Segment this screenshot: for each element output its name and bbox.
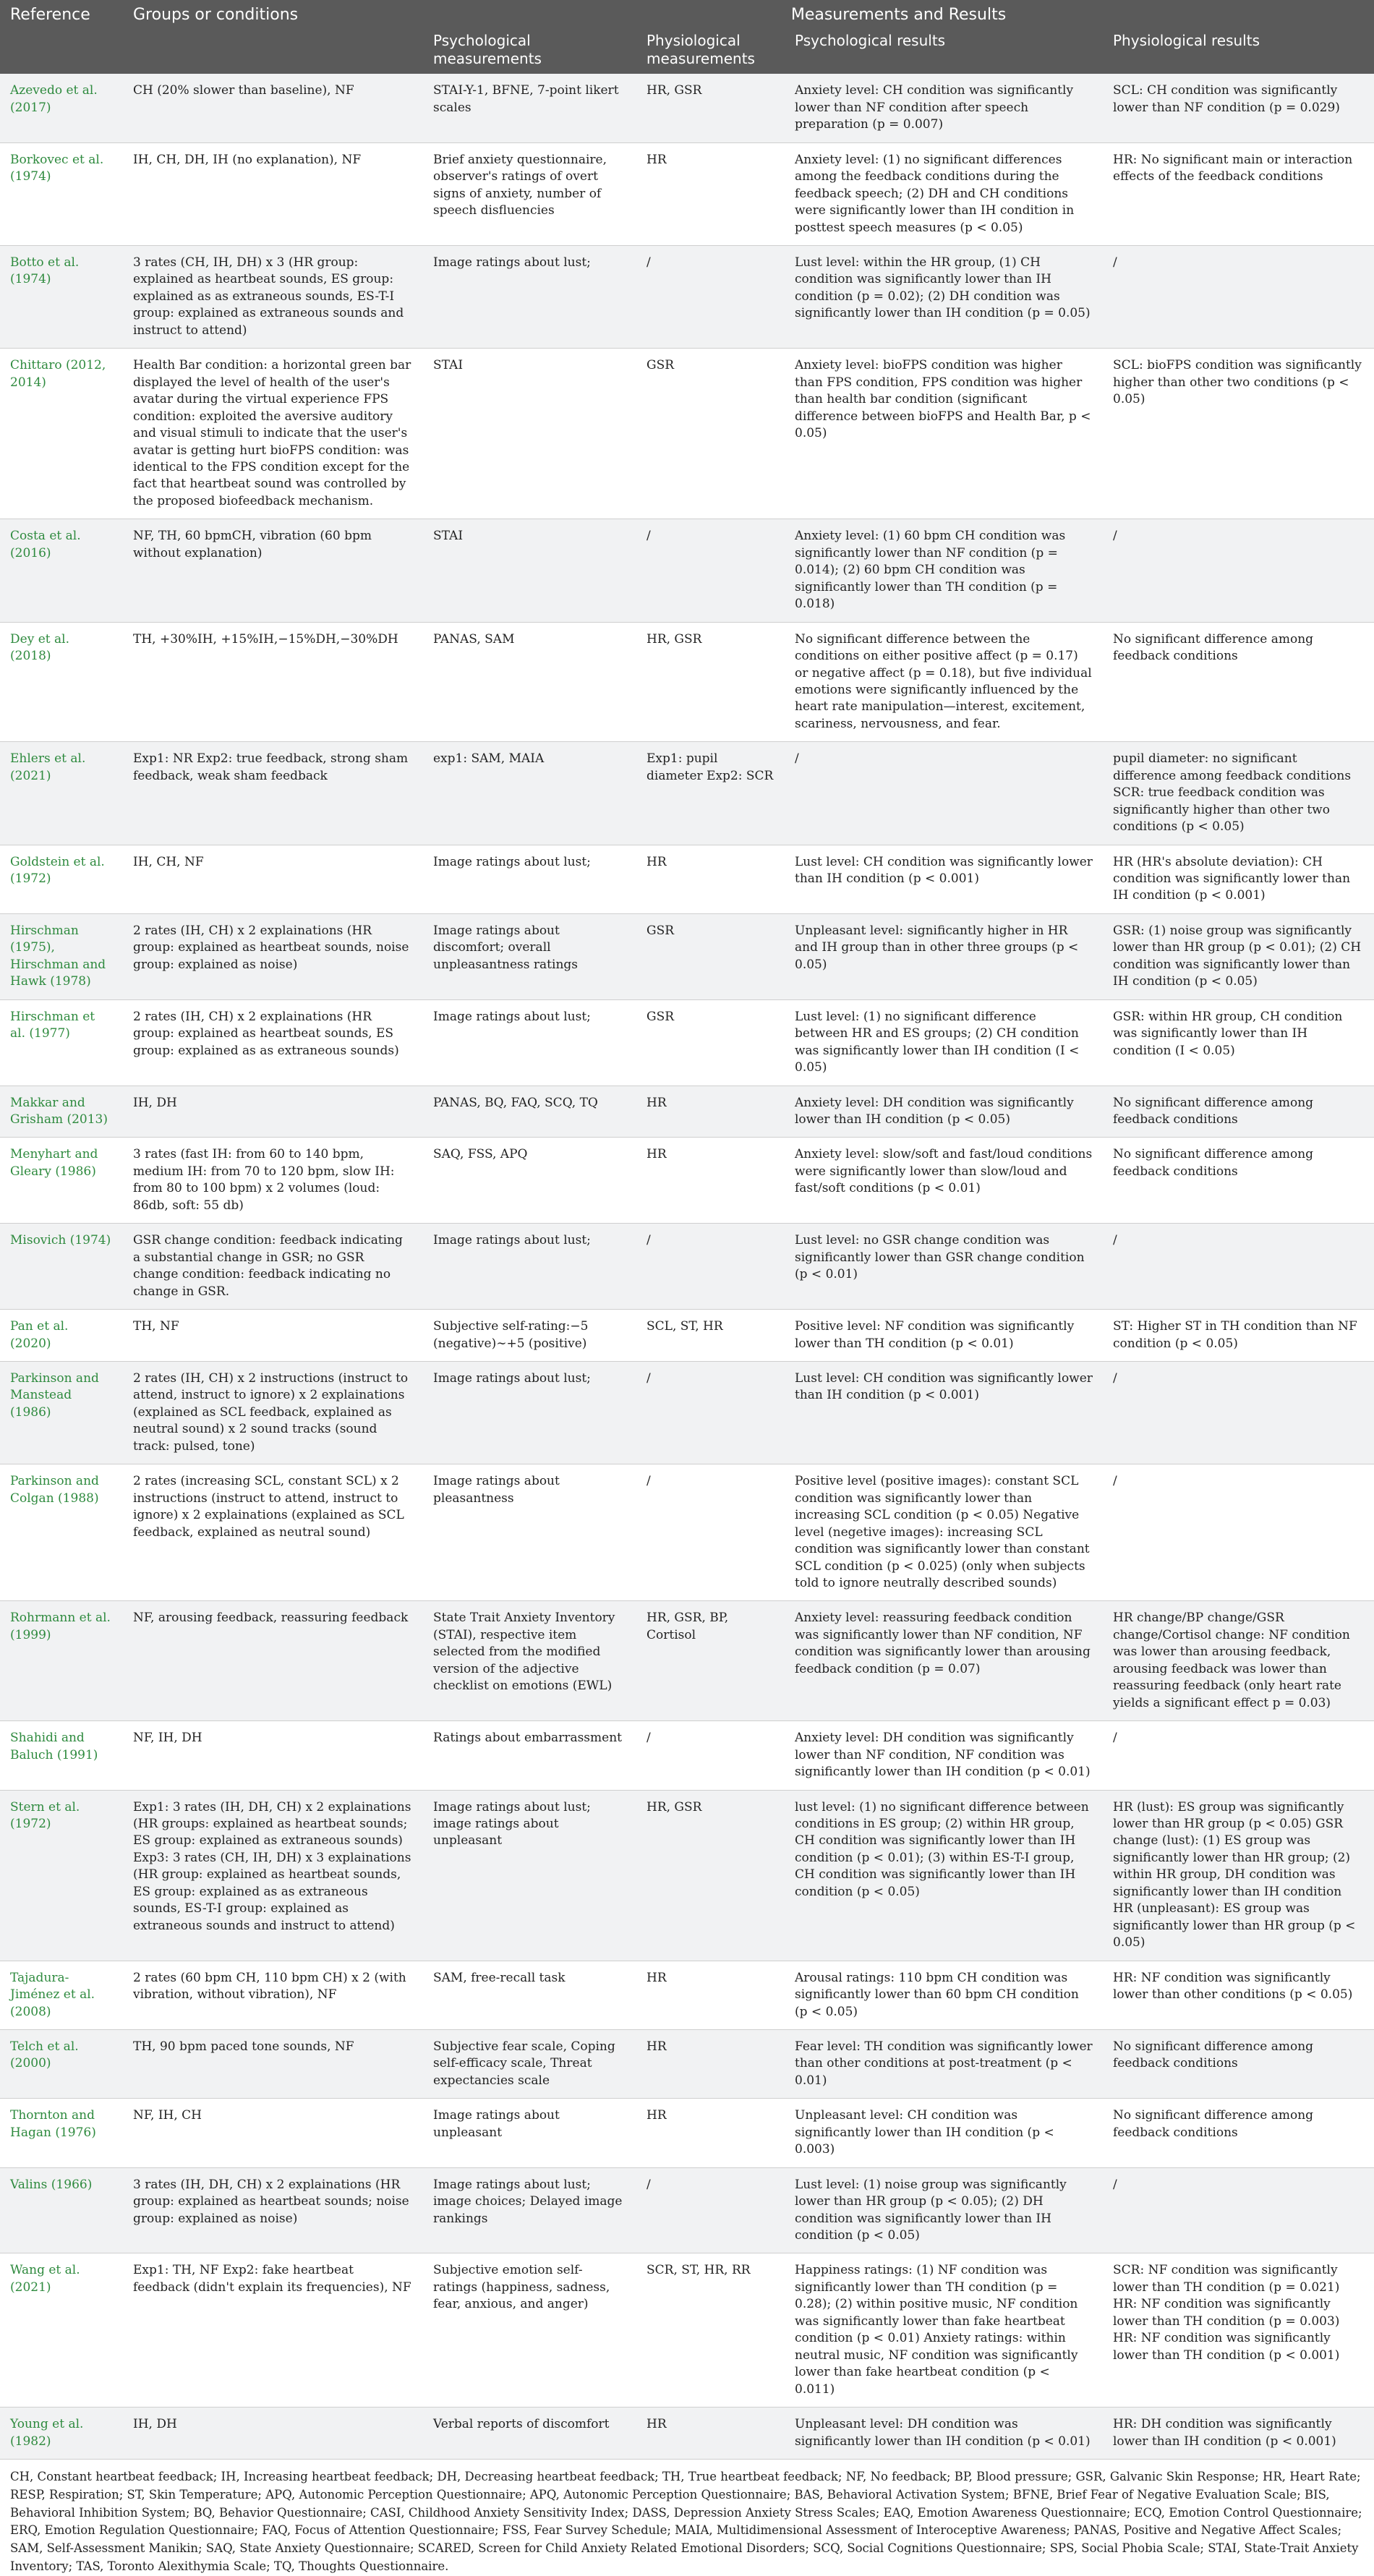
psych-measurements-cell: STAI — [423, 349, 636, 519]
reference-cell[interactable]: Hirschman (1975), Hirschman and Hawk (1978) — [0, 913, 123, 999]
groups-cell: GSR change condition: feedback indicating a substantial change in GSR; no GSR change condition: feedback indicating no change in GSR. — [123, 1224, 423, 1310]
groups-cell: Exp1: 3 rates (IH, DH, CH) x 2 explainations (HR groups: explained as heartbeat sounds; ES group: explained as extraneous sounds) Exp3: 3 rates (CH, IH, DH) x 3 explainations (HR group: explained as heartbeat sounds, ES group: explained as as extraneous sounds, ES-T-I group: explained as extraneous sounds and instruct to attend) — [123, 1790, 423, 1961]
phys-results-cell: HR change/BP change/GSR change/Cortisol change: NF condition was lower than arousing feedback, arousing feedback was lower than reassuring feedback (only heart rate yields a significant effect p = 0.03) — [1103, 1601, 1374, 1721]
table-row — [0, 1086, 1374, 1138]
table-row — [0, 2099, 1374, 2167]
reference-cell[interactable]: Thornton and Hagan (1976) — [0, 2099, 123, 2167]
reference-cell[interactable]: Dey et al. (2018) — [0, 622, 123, 742]
reference-cell[interactable]: Valins (1966) — [0, 2167, 123, 2253]
psych-measurements-cell: STAI — [423, 519, 636, 622]
groups-cell: 2 rates (60 bpm CH, 110 bpm CH) x 2 (with vibration, without vibration), NF — [123, 1961, 423, 2029]
phys-measurements-cell: HR — [636, 2407, 785, 2460]
reference-cell[interactable]: Rohrmann et al. (1999) — [0, 1601, 123, 1721]
groups-cell: Exp1: NR Exp2: true feedback, strong sham feedback, weak sham feedback — [123, 742, 423, 845]
phys-results-cell: / — [1103, 1224, 1374, 1310]
psych-measurements-cell: Image ratings about unpleasant — [423, 2099, 636, 2167]
groups-cell: 3 rates (CH, IH, DH) x 3 (HR group: explained as heartbeat sounds, ES group: explained as as extraneous sounds, ES-T-I group: explained as extraneous sounds and instruct to attend) — [123, 245, 423, 348]
psych-results-cell: Anxiety level: (1) 60 bpm CH condition was significantly lower than NF condition (p = 0.014); (2) 60 bpm CH condition was significantly lower than TH condition (p = 0.018) — [785, 519, 1103, 622]
psych-results-cell: Anxiety level: reassuring feedback condition was significantly lower than NF condition, NF condition was significantly lower than arousing feedback condition (p = 0.07) — [785, 1601, 1103, 1721]
psych-results-cell: No significant difference between the conditions on either positive affect (p = 0.17) or negative affect (p = 0.18), but five individual emotions were significantly influenced by the heart rate manipulation—interest, excitement, scariness, nervousness, and fear. — [785, 622, 1103, 742]
table-row — [0, 2407, 1374, 2460]
phys-measurements-cell: / — [636, 1362, 785, 1464]
psych-results-cell: Anxiety level: slow/soft and fast/loud conditions were significantly lower than slow/loud and fast/soft conditions (p < 0.01) — [785, 1138, 1103, 1224]
psych-measurements-cell: Ratings about embarrassment — [423, 1721, 636, 1790]
psych-measurements-cell: Verbal reports of discomfort — [423, 2407, 636, 2460]
phys-measurements-cell: GSR — [636, 999, 785, 1086]
psych-results-cell: Arousal ratings: 110 bpm CH condition was significantly lower than 60 bpm CH condition (p < 0.05) — [785, 1961, 1103, 2029]
reference-cell[interactable]: Stern et al. (1972) — [0, 1790, 123, 1961]
phys-measurements-cell: Exp1: pupil diameter Exp2: SCR — [636, 742, 785, 845]
groups-cell: 2 rates (IH, CH) x 2 explainations (HR group: explained as heartbeat sounds, ES group: explained as as extraneous sounds) — [123, 999, 423, 1086]
table-row — [0, 245, 1374, 348]
table-row — [0, 622, 1374, 742]
psych-measurements-cell: SAQ, FSS, APQ — [423, 1138, 636, 1224]
groups-cell: TH, 90 bpm paced tone sounds, NF — [123, 2029, 423, 2098]
psych-results-cell: Lust level: CH condition was significantly lower than IH condition (p < 0.001) — [785, 845, 1103, 913]
table-row — [0, 1601, 1374, 1721]
table-row — [0, 2167, 1374, 2253]
phys-measurements-cell: SCL, ST, HR — [636, 1310, 785, 1362]
groups-cell: NF, IH, DH — [123, 1721, 423, 1790]
phys-measurements-cell: / — [636, 2167, 785, 2253]
table-row — [0, 1961, 1374, 2029]
reference-cell[interactable]: Borkovec et al. (1974) — [0, 142, 123, 245]
phys-results-cell: / — [1103, 245, 1374, 348]
groups-cell: 3 rates (IH, DH, CH) x 2 explainations (HR group: explained as heartbeat sounds; noise group: explained as noise) — [123, 2167, 423, 2253]
phys-results-cell: / — [1103, 2167, 1374, 2253]
reference-cell[interactable]: Makkar and Grisham (2013) — [0, 1086, 123, 1138]
psych-measurements-cell: SAM, free-recall task — [423, 1961, 636, 2029]
phys-measurements-cell: HR — [636, 142, 785, 245]
phys-measurements-cell: HR — [636, 1086, 785, 1138]
psych-measurements-cell: State Trait Anxiety Inventory (STAI), respective item selected from the modified version of the adjective checklist on emotions (EWL) — [423, 1601, 636, 1721]
phys-measurements-cell: HR, GSR — [636, 1790, 785, 1961]
psych-results-cell: Anxiety level: bioFPS condition was higher than FPS condition, FPS condition was higher than health bar condition (significant difference between bioFPS and Health Bar, p < 0.05) — [785, 349, 1103, 519]
psych-measurements-cell: Image ratings about lust; image choices; Delayed image rankings — [423, 2167, 636, 2253]
reference-cell[interactable]: Hirschman et al. (1977) — [0, 999, 123, 1086]
groups-cell: IH, CH, DH, IH (no explanation), NF — [123, 142, 423, 245]
phys-measurements-cell: HR — [636, 845, 785, 913]
phys-measurements-cell: HR, GSR — [636, 74, 785, 142]
phys-results-cell: SCL: bioFPS condition was significantly higher than other two conditions (p < 0.05) — [1103, 349, 1374, 519]
psych-results-cell: Lust level: within the HR group, (1) CH condition was significantly lower than IH condition (p = 0.02); (2) DH condition was significantly lower than IH condition (p = 0.05) — [785, 245, 1103, 348]
phys-results-cell: No significant difference among feedback conditions — [1103, 2099, 1374, 2167]
phys-results-cell: GSR: (1) noise group was significantly lower than HR group (p < 0.01); (2) CH condition was significantly lower than IH condition (p < 0.05) — [1103, 913, 1374, 999]
reference-cell[interactable]: Young et al. (1982) — [0, 2407, 123, 2460]
phys-results-cell: No significant difference among feedback conditions — [1103, 622, 1374, 742]
footnote: CH, Constant heartbeat feedback; IH, Increasing heartbeat feedback; DH, Decreasing heartbeat feedback; TH, True heartbeat feedback; NF, No feedback; BP, Blood pressure; GSR, Galvanic Skin Response; HR, Heart Rate; RESP, Respiration; ST, Skin Temperature; APQ, Autonomic Perception Questionnaire; APQ, Autonomic Perception Questionnaire; BAS, Behavioral Activation System; BFNE, Brief Fear of Negative Evaluation Scale; BIS, Behavioral Inhibition System; BQ, Behavior Questionnaire; CASI, Childhood Anxiety Sensitivity Index; DASS, Depression Anxiety Stress Scales; EAQ, Emotion Awareness Questionnaire; ECQ, Emotion Control Questionnaire; ERQ, Emotion Regulation Questionnaire; FAQ, Focus of Attention Questionnaire; FSS, Fear Survey Schedule; MAIA, Multidimensional Assessment of Interoceptive Awareness; PANAS, Positive and Negative Affect Scales; SAM, Self-Assessment Manikin; SAQ, State Anxiety Questionnaire; SCARED, Screen for Child Anxiety Related Emotional Disorders; SCQ, Social Cognitions Questionnaire; SPS, Social Phobia Scale; STAI, State-Trait Anxiety Inventory; TAS, Toronto Alexithymia Scale; TQ, Thoughts Questionnaire. — [10, 2470, 1362, 2573]
groups-cell: 2 rates (IH, CH) x 2 explainations (HR group: explained as heartbeat sounds, noise group: explained as noise) — [123, 913, 423, 999]
psych-measurements-cell: Subjective emotion self-ratings (happiness, sadness, fear, anxious, and anger) — [423, 2253, 636, 2407]
header-psych-results: Psychological results — [785, 29, 1103, 74]
psych-results-cell: Fear level: TH condition was significantly lower than other conditions at post-treatment (p < 0.01) — [785, 2029, 1103, 2098]
table-row — [0, 1224, 1374, 1310]
reference-cell[interactable]: Wang et al. (2021) — [0, 2253, 123, 2407]
reference-cell[interactable]: Pan et al. (2020) — [0, 1310, 123, 1362]
psych-results-cell: Positive level: NF condition was significantly lower than TH condition (p < 0.01) — [785, 1310, 1103, 1362]
table-row — [0, 999, 1374, 1086]
reference-cell[interactable]: Parkinson and Colgan (1988) — [0, 1464, 123, 1601]
phys-results-cell: No significant difference among feedback conditions — [1103, 1138, 1374, 1224]
psych-results-cell: Unpleasant level: significantly higher in HR and IH group than in other three groups (p < 0.05) — [785, 913, 1103, 999]
phys-results-cell: ST: Higher ST in TH condition than NF condition (p < 0.05) — [1103, 1310, 1374, 1362]
psych-measurements-cell: Brief anxiety questionnaire, observer's ratings of overt signs of anxiety, number of speech disfluencies — [423, 142, 636, 245]
table-row — [0, 913, 1374, 999]
table-body — [0, 74, 1374, 2459]
phys-measurements-cell: HR — [636, 2029, 785, 2098]
psych-measurements-cell: Image ratings about lust; — [423, 845, 636, 913]
reference-cell[interactable]: Botto et al. (1974) — [0, 245, 123, 348]
psych-results-cell: Positive level (positive images): constant SCL condition was significantly lower than increasing SCL condition (p < 0.05) Negative level (negetive images): increasing SCL condition was significantly lower than constant SCL condition (p < 0.025) (only when subjects told to ignore neutrally described sounds) — [785, 1464, 1103, 1601]
groups-cell: NF, TH, 60 bpmCH, vibration (60 bpm without explanation) — [123, 519, 423, 622]
table-row — [0, 519, 1374, 622]
psych-measurements-cell: PANAS, BQ, FAQ, SCQ, TQ — [423, 1086, 636, 1138]
psych-results-cell: Anxiety level: CH condition was significantly lower than NF condition after speech preparation (p = 0.007) — [785, 74, 1103, 142]
table-row — [0, 74, 1374, 142]
groups-cell: 3 rates (fast IH: from 60 to 140 bpm, medium IH: from 70 to 120 bpm, slow IH: from 80 to 100 bpm) x 2 volumes (loud: 86db, soft: 55 db) — [123, 1138, 423, 1224]
reference-cell[interactable]: Chittaro (2012, 2014) — [0, 349, 123, 519]
reference-cell[interactable]: Azevedo et al. (2017) — [0, 74, 123, 142]
table-row — [0, 845, 1374, 913]
groups-cell: IH, DH — [123, 1086, 423, 1138]
phys-results-cell: / — [1103, 1362, 1374, 1464]
groups-cell: TH, NF — [123, 1310, 423, 1362]
reference-cell[interactable]: Ehlers et al. (2021) — [0, 742, 123, 845]
reference-cell[interactable]: Tajadura-Jiménez et al. (2008) — [0, 1961, 123, 2029]
groups-cell: 2 rates (IH, CH) x 2 instructions (instruct to attend, instruct to ignore) x 2 explainations (explained as SCL feedback, explained as neutral sound) x 2 sound tracks (sound track: pulsed, tone) — [123, 1362, 423, 1464]
table-row — [0, 142, 1374, 245]
table-row — [0, 1790, 1374, 1961]
psych-results-cell: Anxiety level: (1) no significant differences among the feedback conditions during the feedback speech; (2) DH and CH conditions were significantly lower than IH condition in posttest speech measures (p < 0.05) — [785, 142, 1103, 245]
phys-results-cell: No significant difference among feedback conditions — [1103, 2029, 1374, 2098]
psych-measurements-cell: PANAS, SAM — [423, 622, 636, 742]
phys-results-cell: HR (lust): ES group was significantly lower than HR group (p < 0.05) GSR change (lust): (1) ES group was significantly lower than HR group; (2) within HR group, DH condition was significantly lower than IH condition HR (unpleasant): ES group was significantly lower than HR group (p < 0.05) — [1103, 1790, 1374, 1961]
reference-cell[interactable]: Shahidi and Baluch (1991) — [0, 1721, 123, 1790]
phys-results-cell: HR: NF condition was significantly lower than other conditions (p < 0.05) — [1103, 1961, 1374, 2029]
groups-cell: NF, arousing feedback, reassuring feedback — [123, 1601, 423, 1721]
phys-results-cell: HR (HR's absolute deviation): CH condition was significantly lower than IH condition (p < 0.001) — [1103, 845, 1374, 913]
table-row — [0, 742, 1374, 845]
psych-results-cell: Lust level: CH condition was significantly lower than IH condition (p < 0.001) — [785, 1362, 1103, 1464]
psych-results-cell: Unpleasant level: DH condition was significantly lower than IH condition (p < 0.01) — [785, 2407, 1103, 2460]
psych-measurements-cell: Image ratings about lust; — [423, 999, 636, 1086]
groups-cell: NF, IH, CH — [123, 2099, 423, 2167]
phys-results-cell: No significant difference among feedback conditions — [1103, 1086, 1374, 1138]
psych-results-cell: lust level: (1) no significant difference between conditions in ES group; (2) within HR group, CH condition was significantly lower than IH condition (p < 0.01); (3) within ES-T-I group, CH condition was significantly lower than IH condition (p < 0.05) — [785, 1790, 1103, 1961]
groups-cell: TH, +30%IH, +15%IH,−15%DH,−30%DH — [123, 622, 423, 742]
psych-measurements-cell: Image ratings about lust; — [423, 1362, 636, 1464]
phys-measurements-cell: HR, GSR, BP, Cortisol — [636, 1601, 785, 1721]
psych-measurements-cell: Subjective fear scale, Coping self-efficacy scale, Threat expectancies scale — [423, 2029, 636, 2098]
reference-cell[interactable]: Parkinson and Manstead (1986) — [0, 1362, 123, 1464]
phys-measurements-cell: / — [636, 1721, 785, 1790]
header-groups: Groups or conditions — [123, 0, 423, 74]
psych-results-cell: Happiness ratings: (1) NF condition was significantly lower than TH condition (p = 0.28); (2) within positive music, NF condition was significantly lower than fake heartbeat condition (p < 0.01) Anxiety ratings: within neutral music, NF condition was significantly lower than fake heartbeat condition (p < 0.011) — [785, 2253, 1103, 2407]
groups-cell: CH (20% slower than baseline), NF — [123, 74, 423, 142]
phys-measurements-cell: / — [636, 1464, 785, 1601]
psych-measurements-cell: Image ratings about pleasantness — [423, 1464, 636, 1601]
psych-measurements-cell: Image ratings about discomfort; overall unpleasantness ratings — [423, 913, 636, 999]
reference-cell[interactable]: Goldstein et al. (1972) — [0, 845, 123, 913]
phys-measurements-cell: GSR — [636, 349, 785, 519]
phys-results-cell: SCL: CH condition was significantly lower than NF condition (p = 0.029) — [1103, 74, 1374, 142]
phys-results-cell: / — [1103, 1721, 1374, 1790]
psych-results-cell: Lust level: (1) noise group was significantly lower than HR group (p < 0.05); (2) DH condition was significantly lower than IH condition (p < 0.05) — [785, 2167, 1103, 2253]
psych-measurements-cell: Subjective self-rating:−5 (negative)∼+5 (positive) — [423, 1310, 636, 1362]
table-row — [0, 349, 1374, 519]
phys-measurements-cell: HR, GSR — [636, 622, 785, 742]
phys-results-cell: SCR: NF condition was significantly lower than TH condition (p = 0.021) HR: NF condition was significantly lower than TH condition (p = 0.003) HR: NF condition was significantly lower than TH condition (p < 0.001) — [1103, 2253, 1374, 2407]
table-row — [0, 1310, 1374, 1362]
reference-cell[interactable]: Misovich (1974) — [0, 1224, 123, 1310]
groups-cell: Health Bar condition: a horizontal green bar displayed the level of health of the user's avatar during the virtual experience FPS condition: exploited the aversive auditory and visual stimuli to indicate that the user's avatar is getting hurt bioFPS condition: was identical to the FPS condition except for the fact that heartbeat sound was controlled by the proposed biofeedback mechanism. — [123, 349, 423, 519]
table-row — [0, 2253, 1374, 2407]
table-row — [0, 1721, 1374, 1790]
phys-results-cell: HR: No significant main or interaction effects of the feedback conditions — [1103, 142, 1374, 245]
phys-measurements-cell: / — [636, 1224, 785, 1310]
table-row — [0, 1464, 1374, 1601]
psych-results-cell: Anxiety level: DH condition was significantly lower than NF condition, NF condition was significantly lower than IH condition (p < 0.01) — [785, 1721, 1103, 1790]
psych-measurements-cell: Image ratings about lust; — [423, 245, 636, 348]
header-psych-measurements: Psychological measurements — [423, 29, 636, 74]
psych-measurements-cell: Image ratings about lust; — [423, 1224, 636, 1310]
psych-results-cell: / — [785, 742, 1103, 845]
phys-measurements-cell: / — [636, 245, 785, 348]
header-measurements: Measurements and Results — [423, 0, 1374, 29]
phys-measurements-cell: HR — [636, 1138, 785, 1224]
groups-cell: IH, DH — [123, 2407, 423, 2460]
phys-measurements-cell: HR — [636, 1961, 785, 2029]
psych-measurements-cell: exp1: SAM, MAIA — [423, 742, 636, 845]
phys-measurements-cell: GSR — [636, 913, 785, 999]
phys-results-cell: pupil diameter: no significant difference among feedback conditions SCR: true feedback condition was significantly higher than other two conditions (p < 0.05) — [1103, 742, 1374, 845]
phys-results-cell: / — [1103, 1464, 1374, 1601]
psych-results-cell: Anxiety level: DH condition was significantly lower than IH condition (p < 0.05) — [785, 1086, 1103, 1138]
table-row — [0, 1138, 1374, 1224]
psych-measurements-cell: STAI-Y-1, BFNE, 7-point likert scales — [423, 74, 636, 142]
header-reference: Reference — [0, 0, 123, 74]
phys-measurements-cell: SCR, ST, HR, RR — [636, 2253, 785, 2407]
phys-results-cell: GSR: within HR group, CH condition was significantly lower than IH condition (I < 0.05) — [1103, 999, 1374, 1086]
groups-cell: Exp1: TH, NF Exp2: fake heartbeat feedback (didn't explain its frequencies), NF — [123, 2253, 423, 2407]
phys-results-cell: / — [1103, 519, 1374, 622]
table-row — [0, 2029, 1374, 2098]
reference-cell[interactable]: Costa et al. (2016) — [0, 519, 123, 622]
psych-measurements-cell: Image ratings about lust; image ratings about unpleasant — [423, 1790, 636, 1961]
table-row — [0, 1362, 1374, 1464]
reference-cell[interactable]: Menyhart and Gleary (1986) — [0, 1138, 123, 1224]
phys-results-cell: HR: DH condition was significantly lower than IH condition (p < 0.001) — [1103, 2407, 1374, 2460]
reference-cell[interactable]: Telch et al. (2000) — [0, 2029, 123, 2098]
psych-results-cell: Unpleasant level: CH condition was significantly lower than IH condition (p < 0.003) — [785, 2099, 1103, 2167]
header-phys-results: Physiological results — [1103, 29, 1374, 74]
psych-results-cell: Lust level: no GSR change condition was significantly lower than GSR change condition (p < 0.01) — [785, 1224, 1103, 1310]
table-header — [0, 0, 1374, 74]
header-phys-measurements: Physiological measurements — [636, 29, 785, 74]
phys-measurements-cell: HR — [636, 2099, 785, 2167]
groups-cell: IH, CH, NF — [123, 845, 423, 913]
groups-cell: 2 rates (increasing SCL, constant SCL) x 2 instructions (instruct to attend, instruct to ignore) x 2 explainations (explained as SCL feedback, explained as neutral sound) — [123, 1464, 423, 1601]
psych-results-cell: Lust level: (1) no significant difference between HR and ES groups; (2) CH condition was significantly lower than IH condition (I < 0.05) — [785, 999, 1103, 1086]
phys-measurements-cell: / — [636, 519, 785, 622]
